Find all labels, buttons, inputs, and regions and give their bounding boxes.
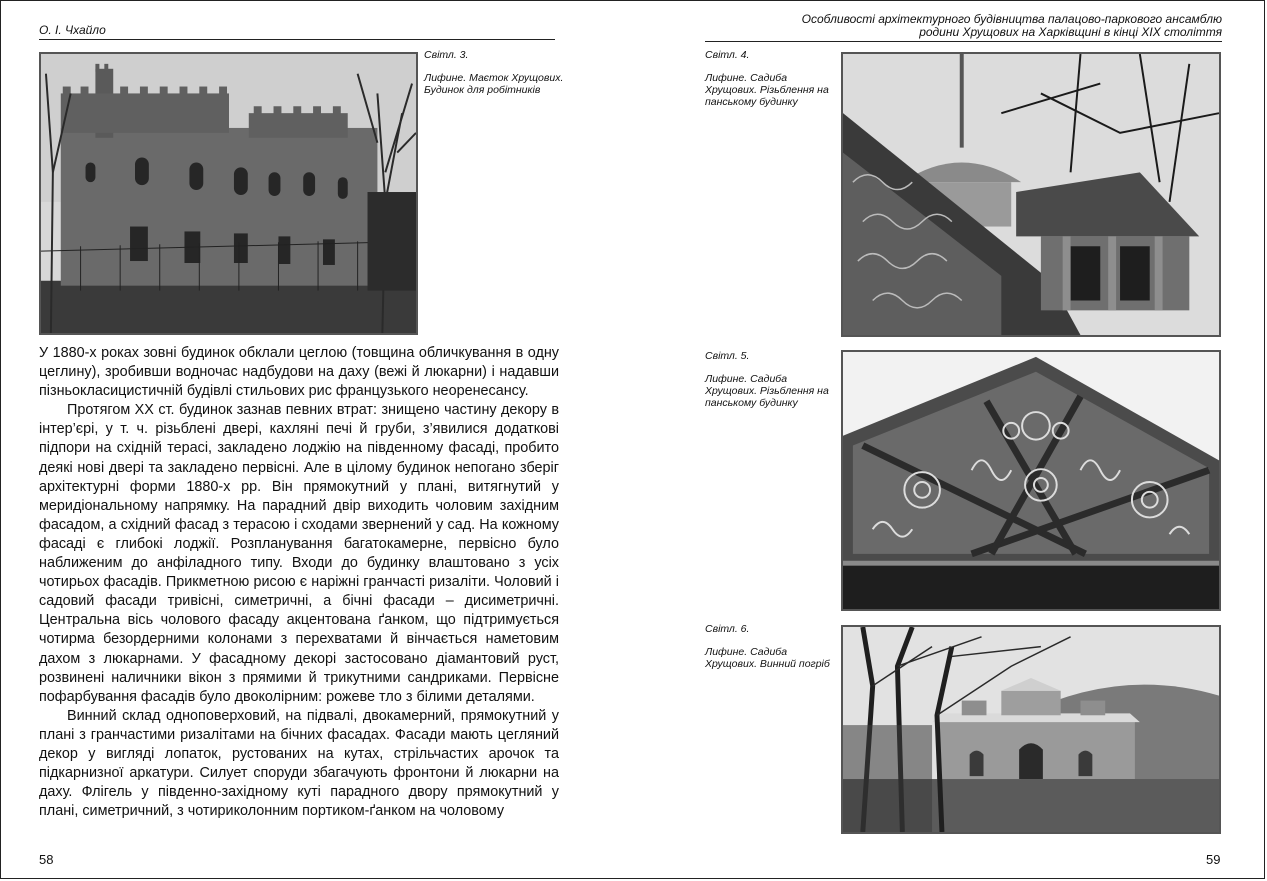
caption-figure-4-number: Світл. 4.: [705, 49, 750, 61]
left-page: [1, 1, 634, 880]
page-number-left: 58: [39, 852, 54, 867]
right-page: [634, 1, 1266, 880]
paragraph-2: Протягом ХХ ст. будинок зазнав певних втрат: знищено частину декору в інтер’єрі, у т. ч. різьблені двері, кахляні печі й груби, з’явилися додаткові підпори на східній терасі, закладено лоджію на південному фасаді, пробито деякі нові двері та закладено первісні. Але в цілому будинок непогано зберіг архітектурні форми 1880-х рр. Він прямокутний у плані, витягнутий у меридіональному напрямку. На парадний двір виходить чоловим західним фасадом, а східний фасад з терасою і сходами звернений у сад. На кожному фасаді є глибокі лоджії. Розпланування багатокамерне, первісно було наближеним до анфіладного типу. Входи до будинку влаштовано з усіх чотирьох фасадів. Прикметною рисою є наріжні гранчасті ризаліти. Чоловий і садовий фасади тривісні, симетричні, а бічні фасади – дисиметричні. Центральна вісь чолового фасаду акцентована ґанком, що підтримується чотирма безордерними колонами з перехватами й вінчається наметовим дахом з люкарнами. У фасадному декорі застосовано діамантовий руст, розвинені наличники вікон з прямими й трикутними сандриками. Первісне пофарбування фасадів було двоколірним: рожеве тло з білими деталями.: [39, 402, 559, 705]
caption-figure-3: [424, 49, 569, 96]
caption-figure-6: [705, 623, 840, 670]
caption-figure-5-text: Лифине. Садиба Хрущових. Різьблення на панському будинку: [705, 373, 829, 409]
body-text: [39, 344, 559, 821]
running-head-title-line-1: Особливості архітектурного будівництва палацово-паркового ансамблю: [801, 12, 1222, 26]
photo-workers-house-image: [41, 54, 416, 333]
caption-figure-6-text: Лифине. Садиба Хрущових. Винний погріб: [705, 646, 830, 670]
caption-figure-5-number: Світл. 5.: [705, 350, 750, 362]
photo-workers-house: [39, 52, 418, 335]
photo-roof-carving: [841, 52, 1221, 337]
photo-wine-cellar: [841, 625, 1221, 834]
paragraph-3: Винний склад одноповерховий, на підвалі, двокамерний, прямокутний у плані з гранчастими ризалітами на бічних фасадах. Фасади мають цегляний декор у вигляді лопаток, рустованих на кутах, стрільчастих арочок та підкарнизної аркатури. Силует споруди збагачують фронтони й люкарни на даху. Флігель у південно-західному куті парадного двору прямокутний у плані, симетричний, з чотириколонним портиком-ґанком на чоловому: [39, 707, 559, 820]
running-head-author: О. І. Чхайло: [39, 24, 555, 40]
caption-figure-4: [705, 49, 840, 108]
page-number-right: 59: [1206, 852, 1221, 867]
caption-figure-5: [705, 350, 840, 409]
photo-wine-cellar-image: [843, 627, 1219, 832]
caption-figure-6-number: Світл. 6.: [705, 623, 750, 635]
photo-pediment-carving: [841, 350, 1221, 611]
caption-figure-3-number: Світл. 3.: [424, 49, 469, 61]
paragraph-1: У 1880-х роках зовні будинок обклали цеглою (товщина обличкування в одну цеглину), зробивши водночас надбудови на даху (вежі й люкарни) і надавши пізньокласицистичній будівлі стильових рис французького неоренесансу.: [39, 345, 559, 400]
photo-pediment-carving-image: [843, 352, 1219, 609]
running-head-title-line-2: родини Хрущових на Харківщині в кінці XIX століття: [919, 25, 1222, 39]
caption-figure-4-text: Лифине. Садиба Хрущових. Різьблення на панському будинку: [705, 72, 829, 108]
running-head-title: [705, 13, 1222, 42]
caption-figure-3-text: Лифине. Маєток Хрущових. Будинок для робітників: [424, 72, 564, 96]
photo-roof-carving-image: [843, 54, 1219, 335]
